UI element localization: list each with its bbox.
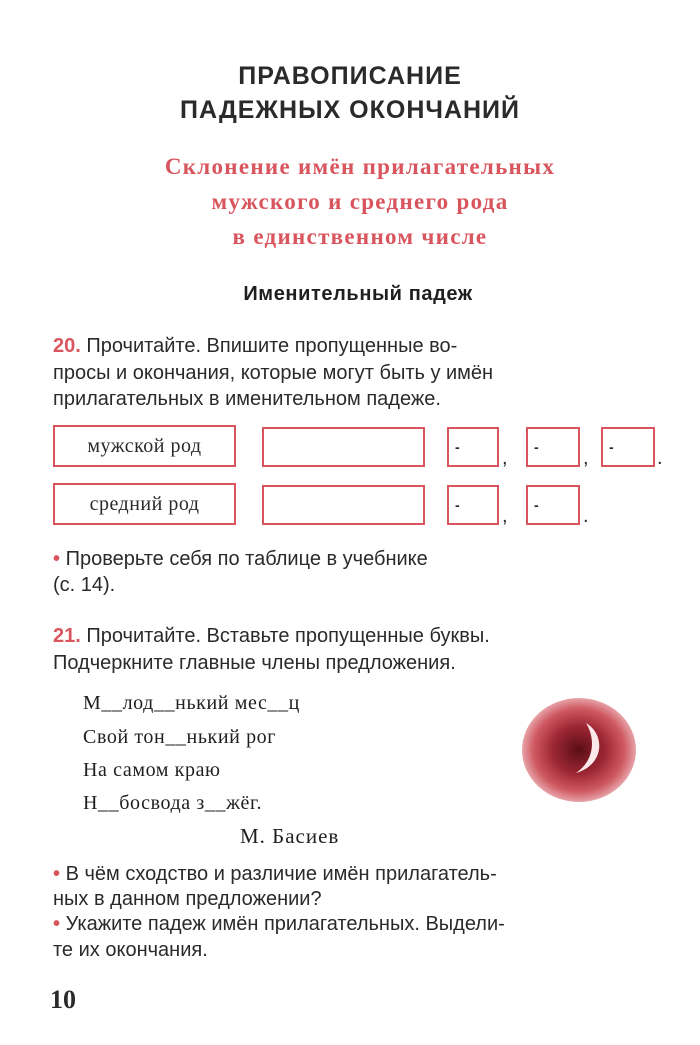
- poem-line-4: Н__босвода з__жёг.: [83, 792, 263, 814]
- ex21-number: 21.: [53, 625, 81, 647]
- masculine-question-field[interactable]: [262, 427, 425, 467]
- masculine-label-box: мужской род: [53, 425, 236, 467]
- period: .: [583, 505, 589, 527]
- neuter-ending-field-1[interactable]: -: [447, 485, 499, 525]
- ex21-line-2: Подчеркните главные члены предложения.: [53, 652, 456, 674]
- ex20-line-3: прилагательных в именительном падеже.: [53, 388, 441, 410]
- ex21-question-2-line-1: [53, 911, 663, 937]
- subheading-line-2: мужского и среднего рода: [211, 189, 509, 214]
- heading-line-2: ПАДЕЖНЫХ ОКОНЧАНИЙ: [180, 96, 520, 124]
- ex21-question-1-line-2: ных в данном предложении?: [53, 888, 322, 910]
- ex21-line-1: [53, 623, 663, 649]
- bullet-icon: •: [53, 863, 61, 885]
- neuter-question-field[interactable]: [262, 485, 425, 525]
- period: .: [657, 447, 663, 469]
- ex20-text-1: Прочитайте. Впишите пропущенные во-: [86, 335, 458, 357]
- poem-line-3: На самом краю: [83, 759, 221, 781]
- ex20-number: 20.: [53, 335, 81, 357]
- comma: ,: [502, 447, 508, 469]
- page-number: 10: [50, 985, 76, 1014]
- ex21-question-2-text: Укажите падеж имён прилагательных. Выдели-: [65, 913, 505, 935]
- ex20-check-line-2: (с. 14).: [53, 574, 116, 596]
- section-title: Именительный падеж: [243, 283, 473, 305]
- poem-line-1: М__лод__нький мес__ц: [83, 692, 300, 714]
- ex21-question-1-line-1: [53, 861, 663, 887]
- ex21-question-1-text: В чём сходство и различие имён прилагатель-: [65, 863, 497, 885]
- ex20-line-2: просы и окончания, которые могут быть у имён: [53, 362, 494, 384]
- bullet-icon: •: [53, 913, 61, 935]
- ex20-check-line-1: [53, 546, 663, 572]
- masculine-ending-field-1[interactable]: -: [447, 427, 499, 467]
- poem-author: М. Басиев: [240, 824, 340, 848]
- ex20-line-1: [53, 333, 663, 359]
- ex21-text-1: Прочитайте. Вставьте пропущенные буквы.: [86, 625, 490, 647]
- masculine-ending-field-3[interactable]: -: [601, 427, 655, 467]
- poem-line-2: Свой тон__нький рог: [83, 726, 277, 748]
- masculine-ending-field-2[interactable]: -: [526, 427, 580, 467]
- bullet-icon: •: [53, 548, 61, 570]
- heading-line-1: ПРАВОПИСАНИЕ: [238, 62, 462, 90]
- comma: ,: [583, 447, 589, 469]
- neuter-ending-field-2[interactable]: -: [526, 485, 580, 525]
- subheading-line-3: в единственном числе: [232, 224, 488, 249]
- subheading-line-1: Склонение имён прилагательных: [164, 154, 556, 179]
- ex20-check-text: Проверьте себя по таблице в учебнике: [65, 548, 428, 570]
- neuter-label-box: средний род: [53, 483, 236, 525]
- comma: ,: [502, 505, 508, 527]
- crescent-moon-icon: [520, 695, 638, 805]
- ex21-question-2-line-2: те их окончания.: [53, 939, 208, 961]
